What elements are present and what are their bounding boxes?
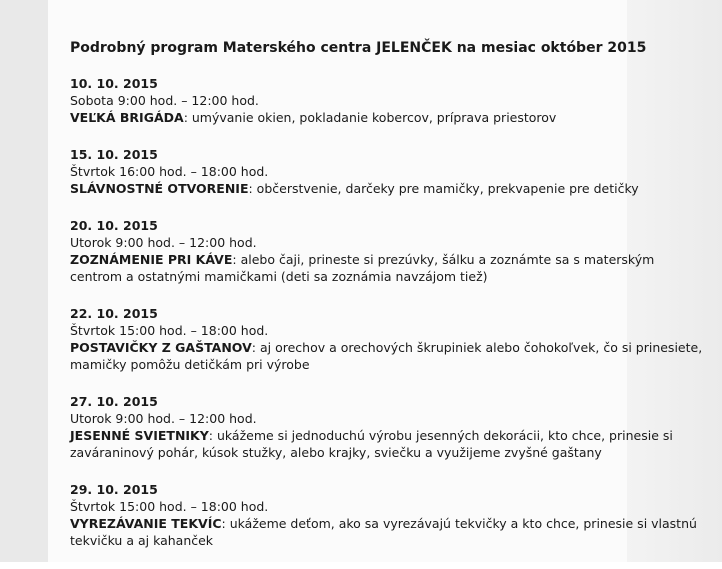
event-date: 29. 10. 2015 bbox=[70, 482, 158, 497]
event-time: Štvrtok 16:00 hod. – 18:00 hod. bbox=[70, 164, 269, 179]
event-item bbox=[70, 217, 710, 285]
event-time: Štvrtok 15:00 hod. – 18:00 hod. bbox=[70, 323, 269, 338]
event-name: ZOZNÁMENIE PRI KÁVE bbox=[70, 252, 233, 267]
event-description bbox=[70, 109, 710, 126]
event-item bbox=[70, 146, 710, 197]
event-date: 20. 10. 2015 bbox=[70, 218, 158, 233]
event-description bbox=[70, 339, 710, 373]
left-background bbox=[0, 0, 48, 562]
event-item bbox=[70, 393, 710, 461]
event-description bbox=[70, 251, 710, 285]
event-time: Sobota 9:00 hod. – 12:00 hod. bbox=[70, 93, 259, 108]
event-date: 27. 10. 2015 bbox=[70, 394, 158, 409]
event-item bbox=[70, 481, 710, 549]
event-details: : umývanie okien, pokladanie kobercov, príprava priestorov bbox=[183, 110, 557, 125]
event-name: SLÁVNOSTNÉ OTVORENIE bbox=[70, 181, 249, 196]
event-details: : občerstvenie, darčeky pre mamičky, prekvapenie pre detičky bbox=[248, 181, 639, 196]
event-date: 10. 10. 2015 bbox=[70, 76, 158, 91]
event-time: Utorok 9:00 hod. – 12:00 hod. bbox=[70, 235, 257, 250]
event-details: : ukážeme si jednoduchú výrobu jesenných dekorácii, kto chce, prinesie si zaváraninový pohár, kúsok stužky, alebo krajky, sviečku a využijeme zvyšné gaštany bbox=[70, 428, 673, 460]
event-details: : alebo čaji, prineste si prezúvky, šálku a zoznámte sa s materským centrom a ostatnými mamičkami (deti sa zoznámia navzájom tiež) bbox=[70, 252, 655, 284]
event-name: JESENNÉ SVIETNIKY bbox=[70, 428, 209, 443]
event-details: : ukážeme deťom, ako sa vyrezávajú tekvičky a kto chce, prinesie si vlastnú tekvičku a aj kahanček bbox=[70, 516, 697, 548]
event-name: VYREZÁVANIE TEKVÍC bbox=[70, 516, 222, 531]
document-title: Podrobný program Materského centra JELENČEK na mesiac október 2015 bbox=[70, 40, 647, 56]
event-date: 15. 10. 2015 bbox=[70, 147, 158, 162]
event-date: 22. 10. 2015 bbox=[70, 306, 158, 321]
event-description bbox=[70, 180, 710, 197]
event-time: Utorok 9:00 hod. – 12:00 hod. bbox=[70, 411, 257, 426]
event-name: VEĽKÁ BRIGÁDA bbox=[70, 110, 184, 125]
event-item bbox=[70, 75, 710, 126]
event-details: : aj orechov a orechových škrupiniek alebo čohokoľvek, čo si prinesiete, mamičky pomôžu detičkám pri výrobe bbox=[70, 340, 703, 372]
document-content bbox=[70, 38, 710, 569]
event-description bbox=[70, 515, 710, 549]
event-name: POSTAVIČKY Z GAŠTANOV bbox=[70, 340, 252, 355]
event-item bbox=[70, 305, 710, 373]
event-description bbox=[70, 427, 710, 461]
event-time: Štvrtok 15:00 hod. – 18:00 hod. bbox=[70, 499, 269, 514]
